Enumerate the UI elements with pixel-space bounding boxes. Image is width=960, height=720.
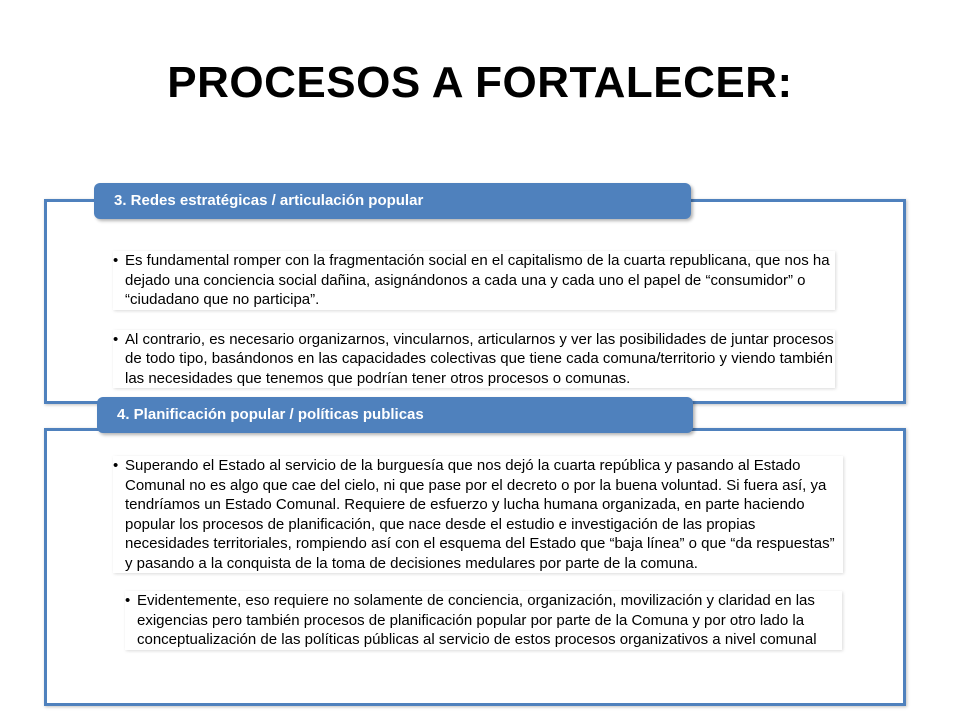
section-4-bullet-list [113, 456, 843, 650]
section-4-header: 4. Planificación popular / políticas publicas [97, 397, 693, 433]
section-4-bullet-1: • Superando el Estado al servicio de la burguesía que nos dejó la cuarta república y pasando al Estado Comunal no es algo que cae del cielo, ni que pase por el decreto o por la buena voluntad. Si fuera así, ya tendríamos un Estado Comunal. Requiere de esfuerzo y lucha humana organizada, en parte haciendo popular los procesos de planificación, que nace desde el estudio e investigación de las propias necesidades territoriales, rompiendo así con el esquema del Estado que “baja línea” o que “da respuestas” y pasando a la conquista de la toma de decisiones medulares por parte de la comuna. [113, 456, 843, 573]
section-4-bullet-2: • Evidentemente, eso requiere no solamente de conciencia, organización, movilización y claridad en las exigencias pero también procesos de planificación popular por parte de la Comuna y por otro lado la conceptualización de las políticas públicas al servicio de estos procesos organizativos a nivel comunal [125, 591, 842, 650]
slide-title: PROCESOS A FORTALECER: [167, 58, 793, 107]
section-3-header: 3. Redes estratégicas / articulación popular [94, 183, 691, 219]
section-3-bullet-1: • Es fundamental romper con la fragmentación social en el capitalismo de la cuarta republicana, que nos ha dejado una conciencia social dañina, asignándonos a cada una y cada uno el papel de “consumidor” o “ciudadano que no participa”. [113, 251, 835, 310]
section-3-bullet-2: • Al contrario, es necesario organizarnos, vincularnos, articularnos y ver las posibilidades de juntar procesos de todo tipo, basándonos en las capacidades colectivas que tiene cada comuna/territorio y viendo también las necesidades que tenemos que podrían tener otros procesos o comunas. [113, 330, 835, 389]
section-3-bullet-list [113, 251, 835, 388]
